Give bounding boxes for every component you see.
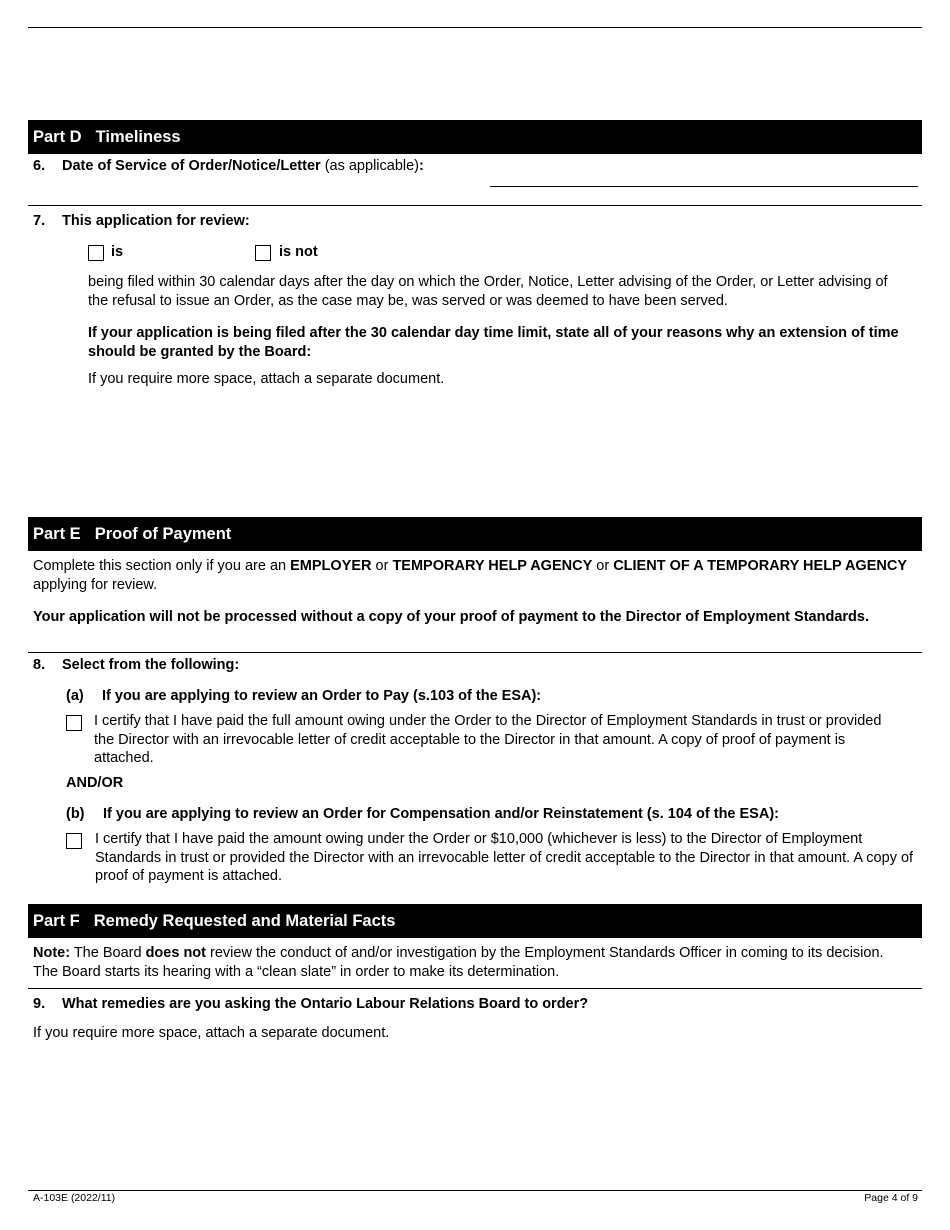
part-f-header	[28, 904, 922, 938]
q6-divider	[28, 205, 922, 206]
top-divider	[28, 27, 922, 28]
part-f-divider	[28, 988, 922, 989]
intro-employer: EMPLOYER	[290, 558, 372, 574]
is-checkbox[interactable]	[88, 245, 104, 261]
date-of-service-field[interactable]	[490, 186, 918, 187]
q8-number: 8.	[33, 657, 46, 673]
intro-or-2: or	[592, 558, 614, 574]
part-d-header	[28, 120, 922, 154]
q7-more-space-note: If you require more space, attach a separate document.	[88, 371, 445, 387]
intro-end: applying for review.	[33, 576, 158, 593]
remedies-field[interactable]	[33, 1046, 918, 1181]
option-b-label: If you are applying to review an Order for Compensation and/or Reinstatement (s. 104 of the ESA):	[103, 806, 779, 822]
part-e-title: Proof of Payment	[94, 525, 232, 543]
q6-number: 6.	[33, 158, 46, 174]
q7-body-text: being filed within 30 calendar days after the day on which the Order, Notice, Letter advising of the Order, or Letter advising of the refusal to issue an Order, as the case may be, was served or was deemed to have been served.	[88, 274, 888, 309]
note-does-not: does not	[145, 945, 206, 961]
is-not-label: is not	[279, 244, 318, 260]
q9-number: 9.	[33, 996, 46, 1012]
note-text-2: review the conduct of and/or investigation by the Employment Standards Officer in coming to its decision. The Board starts its hearing with a “clean slate” in order to make its determination.	[33, 945, 884, 980]
option-a-certification: I certify that I have paid the full amount owing under the Order to the Director of Employment Standards in trust or provided the Director with an irrevocable letter of credit acceptable to the Director in that amount. A copy of proof of payment is attached.	[94, 713, 882, 766]
order-to-pay-checkbox[interactable]	[66, 715, 82, 731]
q9-label: What remedies are you asking the Ontario Labour Relations Board to order?	[62, 996, 589, 1012]
extension-reasons-field[interactable]	[88, 392, 918, 510]
option-b-marker: (b)	[66, 806, 85, 822]
form-identifier: A-103E (2022/11)	[33, 1192, 116, 1204]
page-number: Page 4 of 9	[864, 1192, 918, 1204]
intro-tha: TEMPORARY HELP AGENCY	[392, 558, 593, 574]
option-b-certification: I certify that I have paid the amount owing under the Order or $10,000 (whichever is less) to the Director of Employment Standards in trust or provided the Director with an irrevocable letter of credit acceptable to the Director in that amount. A copy of proof of payment is attached.	[95, 831, 914, 884]
is-label: is	[111, 244, 124, 260]
q6-label-text: Date of Service of Order/Notice/Letter	[62, 158, 321, 174]
part-e-label: Part E	[33, 525, 81, 543]
is-not-checkbox[interactable]	[255, 245, 271, 261]
q7-number: 7.	[33, 213, 46, 229]
compensation-order-checkbox[interactable]	[66, 833, 82, 849]
note-label: Note:	[33, 945, 71, 961]
note-text-1: The Board	[70, 945, 146, 961]
part-d-title: Timeliness	[95, 128, 181, 146]
intro-or-1: or	[371, 558, 393, 574]
q7-extension-prompt: If your application is being filed after the 30 calendar day time limit, state all of your reasons why an extension of time should be granted by the Board:	[88, 325, 899, 360]
intro-client: CLIENT OF A TEMPORARY HELP AGENCY	[613, 558, 907, 574]
option-a-marker: (a)	[66, 688, 84, 704]
intro-text-1: Complete this section only if you are an	[33, 558, 291, 574]
q9-more-space-note: If you require more space, attach a separate document.	[33, 1025, 390, 1041]
and-or-label: AND/OR	[66, 775, 124, 791]
footer-divider	[28, 1190, 922, 1191]
part-d-label: Part D	[33, 128, 82, 146]
q6-label	[62, 158, 424, 174]
q8-label: Select from the following:	[62, 657, 240, 673]
part-e-header	[28, 517, 922, 551]
part-f-title: Remedy Requested and Material Facts	[93, 912, 396, 930]
q6-label-colon: :	[419, 158, 424, 174]
part-e-warning: Your application will not be processed without a copy of your proof of payment to the Director of Employment Standards.	[33, 609, 869, 625]
q7-label: This application for review:	[62, 213, 250, 229]
q6-label-suffix: (as applicable)	[320, 158, 419, 174]
part-e-divider	[28, 652, 922, 653]
part-f-label: Part F	[33, 912, 80, 930]
option-a-label: If you are applying to review an Order to Pay (s.103 of the ESA):	[102, 688, 542, 704]
part-f-note	[33, 944, 898, 981]
part-e-intro	[33, 557, 913, 594]
